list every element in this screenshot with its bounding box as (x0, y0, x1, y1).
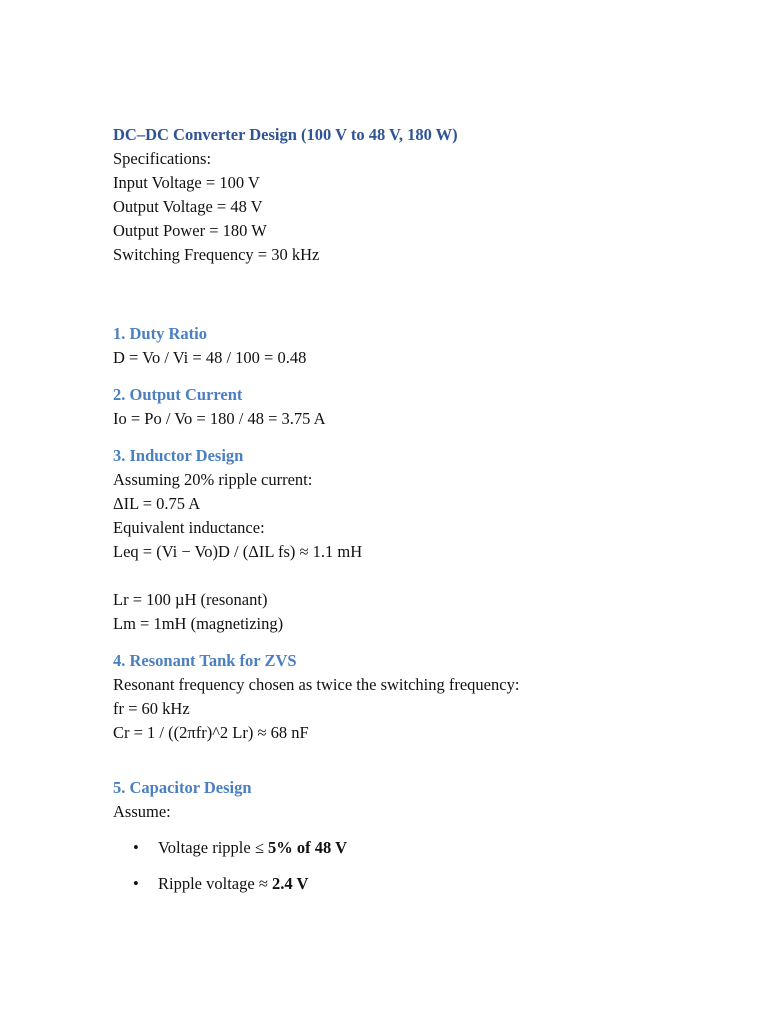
body-line: Equivalent inductance: (113, 518, 265, 537)
list-item (113, 872, 713, 896)
section-heading-output-current: 2. Output Current (113, 385, 243, 404)
spacer (113, 431, 713, 444)
formula-line: Io = Po / Vo = 180 / 48 = 3.75 A (113, 409, 326, 428)
document-title: DC–DC Converter Design (100 V to 48 V, 180 W) (113, 125, 458, 144)
specifications-label: Specifications: (113, 149, 212, 168)
body-line: Resonant frequency chosen as twice the switching frequency: (113, 675, 520, 694)
spec-line: Switching Frequency = 30 kHz (113, 245, 320, 264)
spec-line: Input Voltage = 100 V (113, 173, 260, 192)
list-item-emphasis: 5% of 48 V (268, 838, 348, 857)
formula-line: D = Vo / Vi = 48 / 100 = 0.48 (113, 348, 307, 367)
section-heading-resonant-tank: 4. Resonant Tank for ZVS (113, 651, 297, 670)
spacer (113, 267, 713, 322)
list-item (113, 836, 713, 860)
formula-line: Leq = (Vi − Vo)D / (ΔIL fs) ≈ 1.1 mH (113, 542, 363, 561)
document-page (113, 123, 713, 896)
spec-line: Output Power = 180 W (113, 221, 267, 240)
bullet-icon: • (133, 838, 139, 857)
formula-line: fr = 60 kHz (113, 699, 190, 718)
spacer (113, 636, 713, 649)
list-item-text: Ripple voltage ≈ (158, 874, 272, 893)
spacer (113, 564, 713, 588)
formula-line: Lr = 100 µH (resonant) (113, 590, 268, 609)
spacer (113, 370, 713, 383)
section-heading-inductor-design: 3. Inductor Design (113, 446, 244, 465)
section-heading-capacitor-design: 5. Capacitor Design (113, 778, 252, 797)
list-item-emphasis: 2.4 V (272, 874, 309, 893)
bullet-icon: • (133, 874, 139, 893)
spacer (113, 745, 713, 776)
formula-line: Cr = 1 / ((2πfr)^2 Lr) ≈ 68 nF (113, 723, 309, 742)
formula-line: Lm = 1mH (magnetizing) (113, 614, 284, 633)
list-item-text: Voltage ripple ≤ (158, 838, 269, 857)
bullet-list (113, 836, 713, 896)
body-line: Assuming 20% ripple current: (113, 470, 313, 489)
spec-line: Output Voltage = 48 V (113, 197, 263, 216)
section-heading-duty-ratio: 1. Duty Ratio (113, 324, 207, 343)
formula-line: ΔIL = 0.75 A (113, 494, 201, 513)
body-line: Assume: (113, 802, 171, 821)
